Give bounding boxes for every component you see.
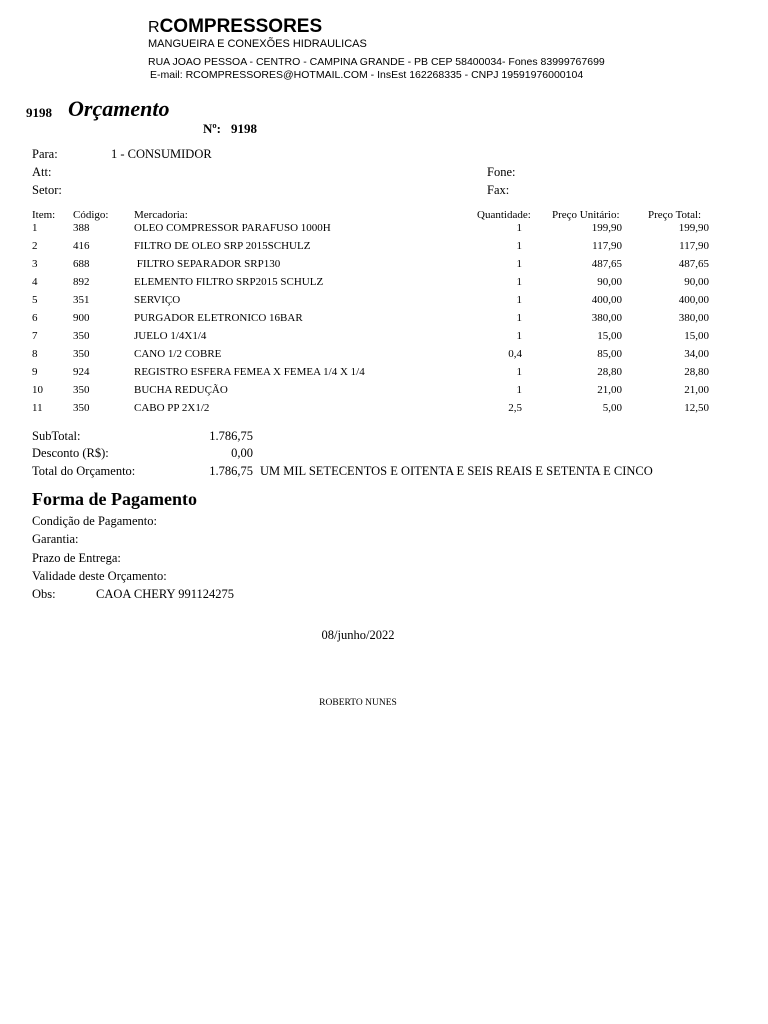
document-number: 9198	[26, 105, 52, 120]
subtotal-value: 1.786,75	[209, 429, 253, 443]
cell-code: 416	[73, 240, 90, 252]
company-address: RUA JOAO PESSOA - CENTRO - CAMPINA GRANDE - PB CEP 58400034- Fones 83999767699	[148, 56, 605, 68]
cell-unit-price: 400,00	[591, 294, 622, 306]
cell-item: 8	[32, 348, 38, 360]
cell-item: 9	[32, 366, 38, 378]
header-code: Código:	[73, 209, 109, 221]
cell-qty: 1	[516, 384, 522, 396]
cell-product: JUELO 1/4X1/4	[134, 330, 207, 342]
header-item: Item:	[32, 209, 56, 221]
cell-qty: 2,5	[508, 402, 522, 414]
payment-heading: Forma de Pagamento	[32, 489, 197, 509]
cell-unit-price: 85,00	[597, 348, 622, 360]
cell-total: 199,90	[678, 222, 709, 234]
cell-qty: 1	[516, 222, 522, 234]
cell-total: 90,00	[684, 276, 709, 288]
cell-product: FILTRO DE OLEO SRP 2015SCHULZ	[134, 240, 311, 252]
total-label: Total do Orçamento:	[32, 464, 136, 478]
cell-code: 388	[73, 222, 90, 234]
discount-label: Desconto (R$):	[32, 446, 109, 460]
cell-qty: 1	[516, 366, 522, 378]
cell-qty: 1	[516, 330, 522, 342]
cell-item: 10	[32, 384, 43, 396]
cell-item: 2	[32, 240, 38, 252]
cell-unit-price: 90,00	[597, 276, 622, 288]
cell-code: 924	[73, 366, 90, 378]
cell-product: ELEMENTO FILTRO SRP2015 SCHULZ	[134, 276, 324, 288]
warranty-label: Garantia:	[32, 532, 79, 546]
cell-total: 380,00	[678, 312, 709, 324]
subtotal-label: SubTotal:	[32, 429, 81, 443]
company-prefix: R	[148, 19, 160, 36]
delivery-label: Prazo de Entrega:	[32, 551, 121, 565]
discount-value: 0,00	[231, 446, 253, 460]
cell-unit-price: 487,65	[591, 258, 622, 270]
cell-unit-price: 15,00	[597, 330, 622, 342]
cell-qty: 1	[516, 276, 522, 288]
signature-name: ROBERTO NUNES	[319, 698, 397, 708]
setor-label: Setor:	[32, 183, 62, 197]
cell-total: 28,80	[684, 366, 709, 378]
cell-total: 117,90	[679, 240, 709, 252]
cell-item: 11	[32, 402, 43, 414]
att-label: Att:	[32, 165, 52, 179]
payment-condition-label: Condição de Pagamento:	[32, 514, 157, 528]
total-words: UM MIL SETECENTOS E OITENTA E SEIS REAIS E SETENTA E CINCO	[260, 464, 653, 478]
cell-product: REGISTRO ESFERA FEMEA X FEMEA 1/4 X 1/4	[134, 366, 365, 378]
cell-product: CANO 1/2 COBRE	[134, 348, 222, 360]
cell-qty: 1	[516, 294, 522, 306]
cell-total: 21,00	[684, 384, 709, 396]
cell-item: 3	[32, 258, 38, 270]
header-unit-price: Preço Unitário:	[552, 209, 620, 221]
cell-item: 5	[32, 294, 38, 306]
cell-unit-price: 117,90	[592, 240, 622, 252]
para-label: Para:	[32, 147, 58, 161]
cell-unit-price: 21,00	[597, 384, 622, 396]
cell-code: 350	[73, 384, 90, 396]
cell-total: 400,00	[678, 294, 709, 306]
cell-qty: 1	[516, 258, 522, 270]
cell-product: BUCHA REDUÇÃO	[134, 384, 228, 396]
cell-product: CABO PP 2X1/2	[134, 402, 210, 414]
company-contact: E-mail: RCOMPRESSORES@HOTMAIL.COM - InsEst 162268335 - CNPJ 19591976000104	[150, 69, 584, 81]
header-product: Mercadoria:	[134, 209, 188, 221]
header-total: Preço Total:	[648, 209, 702, 221]
cell-qty: 0,4	[508, 348, 522, 360]
cell-item: 6	[32, 312, 38, 324]
total-value: 1.786,75	[209, 464, 253, 478]
cell-unit-price: 5,00	[602, 402, 622, 414]
cell-code: 350	[73, 330, 90, 342]
para-value: 1 - CONSUMIDOR	[111, 147, 212, 161]
header-qty: Quantidade:	[477, 209, 531, 221]
cell-unit-price: 380,00	[591, 312, 622, 324]
cell-code: 892	[73, 276, 90, 288]
cell-product: OLEO COMPRESSOR PARAFUSO 1000H	[134, 222, 331, 234]
cell-unit-price: 199,90	[591, 222, 622, 234]
number-label: Nº:	[203, 121, 222, 136]
cell-total: 34,00	[684, 348, 709, 360]
company-subtitle: MANGUEIRA E CONEXÕES HIDRAULICAS	[148, 38, 367, 50]
cell-product: FILTRO SEPARADOR SRP130	[134, 258, 281, 270]
document-title: Orçamento	[68, 96, 170, 121]
cell-code: 350	[73, 348, 90, 360]
cell-code: 351	[73, 294, 90, 306]
obs-value: CAOA CHERY 991124275	[96, 587, 234, 601]
document-date: 08/junho/2022	[321, 628, 395, 642]
cell-qty: 1	[516, 240, 522, 252]
cell-unit-price: 28,80	[597, 366, 622, 378]
cell-total: 15,00	[684, 330, 709, 342]
fone-label: Fone:	[487, 165, 516, 179]
fax-label: Fax:	[487, 183, 510, 197]
number-value: 9198	[231, 121, 257, 136]
cell-code: 350	[73, 402, 90, 414]
company-name	[148, 16, 322, 38]
cell-code: 900	[73, 312, 90, 324]
cell-item: 4	[32, 276, 38, 288]
cell-product: SERVIÇO	[134, 294, 181, 306]
cell-total: 487,65	[678, 258, 709, 270]
cell-product: PURGADOR ELETRONICO 16BAR	[134, 312, 303, 324]
obs-label: Obs:	[32, 587, 56, 601]
cell-qty: 1	[516, 312, 522, 324]
company-name-text: COMPRESSORES	[159, 16, 323, 37]
cell-item: 7	[32, 330, 38, 342]
validity-label: Validade deste Orçamento:	[32, 569, 167, 583]
cell-code: 688	[73, 258, 90, 270]
cell-total: 12,50	[684, 402, 709, 414]
cell-item: 1	[32, 222, 38, 234]
